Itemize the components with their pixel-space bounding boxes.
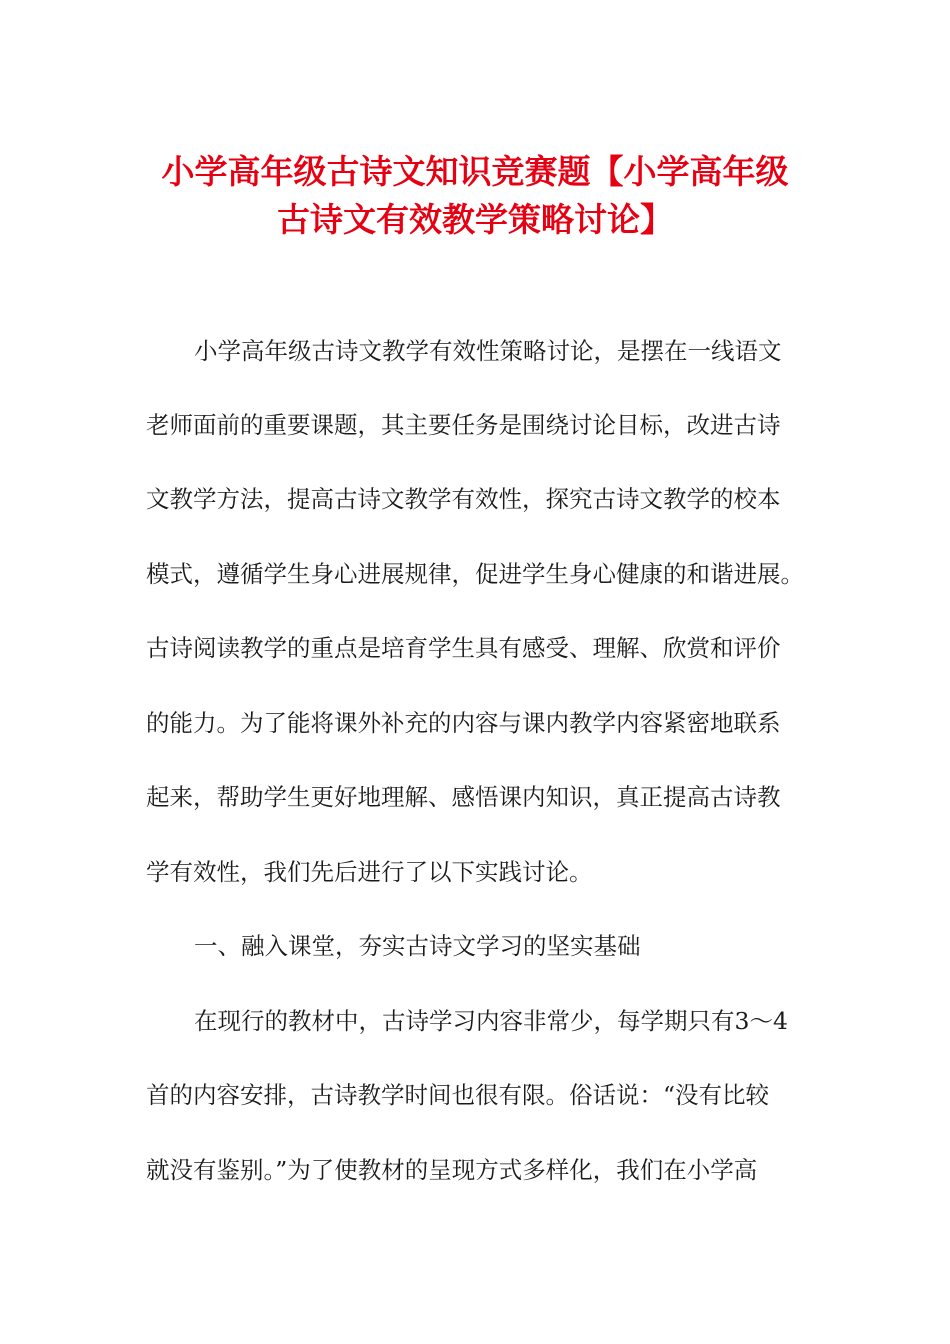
body-text-line: 模式，遵循学生身心进展规律，促进学生身心健康的和谐进展。 — [146, 560, 804, 588]
body-text-line: 就没有鉴别。”为了使教材的呈现方式多样化，我们在小学高 — [146, 1156, 758, 1184]
section-heading: 一、融入课堂，夯实古诗文学习的坚实基础 — [194, 932, 641, 960]
body-text-line: 文教学方法，提高古诗文教学有效性，探究古诗文教学的校本 — [146, 485, 781, 513]
body-text-line: 首的内容安排，古诗教学时间也很有限。俗话说：“没有比较 — [146, 1081, 770, 1109]
body-text-line: 的能力。为了能将课外补充的内容与课内教学内容紧密地联系 — [146, 709, 781, 737]
document-title-line-1: 小学高年级古诗文知识竞赛题【小学高年级 — [161, 152, 789, 191]
document-title-line-2: 古诗文有效教学策略讨论】 — [277, 200, 673, 239]
body-text-line: 学有效性，我们先后进行了以下实践讨论。 — [146, 858, 593, 886]
body-text-line: 在现行的教材中，古诗学习内容非常少，每学期只有3～4 — [194, 1007, 788, 1035]
body-text-line: 起来，帮助学生更好地理解、感悟课内知识，真正提高古诗教 — [146, 783, 781, 811]
body-text-line: 古诗阅读教学的重点是培育学生具有感受、理解、欣赏和评价 — [146, 634, 781, 662]
body-text-line: 小学高年级古诗文教学有效性策略讨论，是摆在一线语文 — [194, 337, 782, 365]
body-text-line: 老师面前的重要课题，其主要任务是围绕讨论目标，改进古诗 — [146, 411, 781, 439]
